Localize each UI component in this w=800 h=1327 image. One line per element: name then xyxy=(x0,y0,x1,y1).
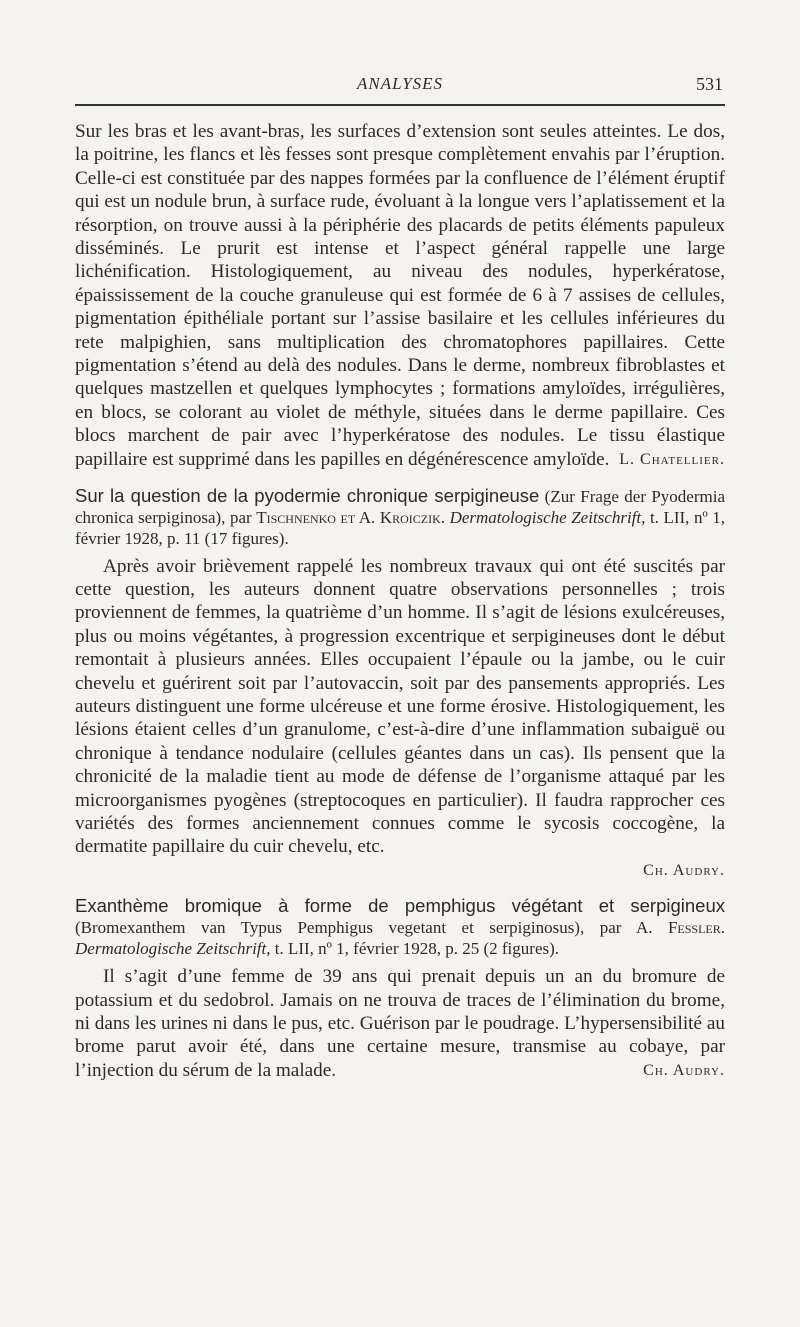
article-reference: Exanthème bromique à forme de pemphigus végétant et serpigineux (Bromexanthem van Typus Pemphigus vegetant et serpiginosus), par A. Fessler. Dermatologische Zeitschrift, t. LII, nº 1, février 1928, p. 25 (2 figures). xyxy=(75,895,725,959)
journal-name: Dermatologische Zeitschrift, xyxy=(75,939,271,959)
article-header xyxy=(75,894,725,959)
article-authors: Fessler. xyxy=(667,918,725,938)
signature: Ch. Audry. xyxy=(643,1062,725,1080)
paragraph: Il s’agit d’une femme de 39 ans qui prenait depuis un an du bromure de potassium et du sedobrol. Jamais on ne trouva de traces de l’élimination du brome, ni dans les urines ni dans le pus, etc. Guérison par le poudrage. L’hypersensibilité au brome parut avoir été, dans une certaine mesure, transmise au cobaye, par l’injection du sérum de la malade. xyxy=(75,966,725,1081)
article-header xyxy=(75,484,725,549)
paragraph: Sur les bras et les avant-bras, les surfaces d’extension sont seules atteintes. Le dos, la poitrine, les flancs et lès fesses sont presque complètement envahis par l’éruption. Celle-ci est constituée par des nappes formées par la confluence de l’élément éruptif qui est un nodule brun, à surface rude, évoluant à la longue vers l’aplatissement et la résorption, on trouve aussi à la périphérie des placards de petits éléments papuleux disséminés. Le prurit est intense et l’aspect général rappelle une large lichénification. Histologiquement, au niveau des nodules, hyperkératose, épaississement de la couche granuleuse qui est formée de 6 à 7 assises de cellules, pigmentation épithéliale portant sur l’assise basilaire et les cellules inférieures du rete malpighien, sans multiplication des chromatophores papillaires. Cette pigmentation s’étend au delà des nodules. Dans le derme, nombreux fibroblastes et quelques mastzellen et quelques lymphocytes ; formations amyloïdes, irrégulières, en blocs, se colorant au violet de méthyle, situées dans le derme papillaire. Ces blocs marchent de pair avec l’hyperkératose des nodules. Le tissu élastique papillaire est supprimé dans les papilles en dégénérescence amyloïde. xyxy=(75,121,725,470)
signature: L. Chatellier. xyxy=(619,451,725,469)
page-body xyxy=(75,120,725,1083)
journal-name: Dermatologische Zeitschrift, xyxy=(449,507,646,527)
signature: Ch. Audry. xyxy=(643,861,725,879)
article-title: Sur la question de la pyodermie chronique serpigineuse xyxy=(75,484,540,506)
article-authors: Tischnenko et A. Kroiczik. xyxy=(256,507,446,527)
running-head xyxy=(75,74,725,104)
article xyxy=(75,894,725,1082)
paragraph: Après avoir brièvement rappelé les nombreux travaux qui ont été suscités par cette question, les auteurs donnent quatre observations personnelles ; trois proviennent de femmes, la quatrième d’un homme. Il s’agit de lésions exulcéreuses, plus ou moins végétantes, à progression excentrique et serpigineuses dont le début remontait à plusieurs années. Elles occupaient l’épaule ou la jambe, ou le cuir chevelu et guérirent soit par l’autovaccin, soit par des pansements appropriés. Les auteurs distinguent une forme ulcéreuse et une forme érosive. Histologiquement, les lésions étaient celles d’un granulome, c’est-à-dire d’une inflammation subaiguë ou chronique à tendance nodulaire (cellules géantes dans un cas). Ils pensent que la chronicité de la maladie tient au mode de défense de l’organisme attaqué par les microorganismes pyogènes (streptocoques en particulier). Il faudra rapprocher ces variétés des formes anciennement connues comme le sycosis coccogène, la dermatite papillaire du cuir chevelu, etc. xyxy=(75,555,725,858)
section-title: ANALYSES xyxy=(356,74,444,93)
article-reference: Sur la question de la pyodermie chronique serpigineuse (Zur Frage der Pyodermia chronica serpiginosa), par Tischnenko et A. Kroiczik. Dermatologische Zeitschrift, t. LII, nº 1, février 1928, p. 11 (17 figures). xyxy=(75,484,726,548)
page-number: 531 xyxy=(696,74,723,94)
article-continued xyxy=(75,120,725,472)
article-title: Exanthème bromique à forme de pemphigus végétant et serpigineux xyxy=(75,895,725,917)
article xyxy=(75,484,725,883)
header-rule xyxy=(75,104,725,106)
